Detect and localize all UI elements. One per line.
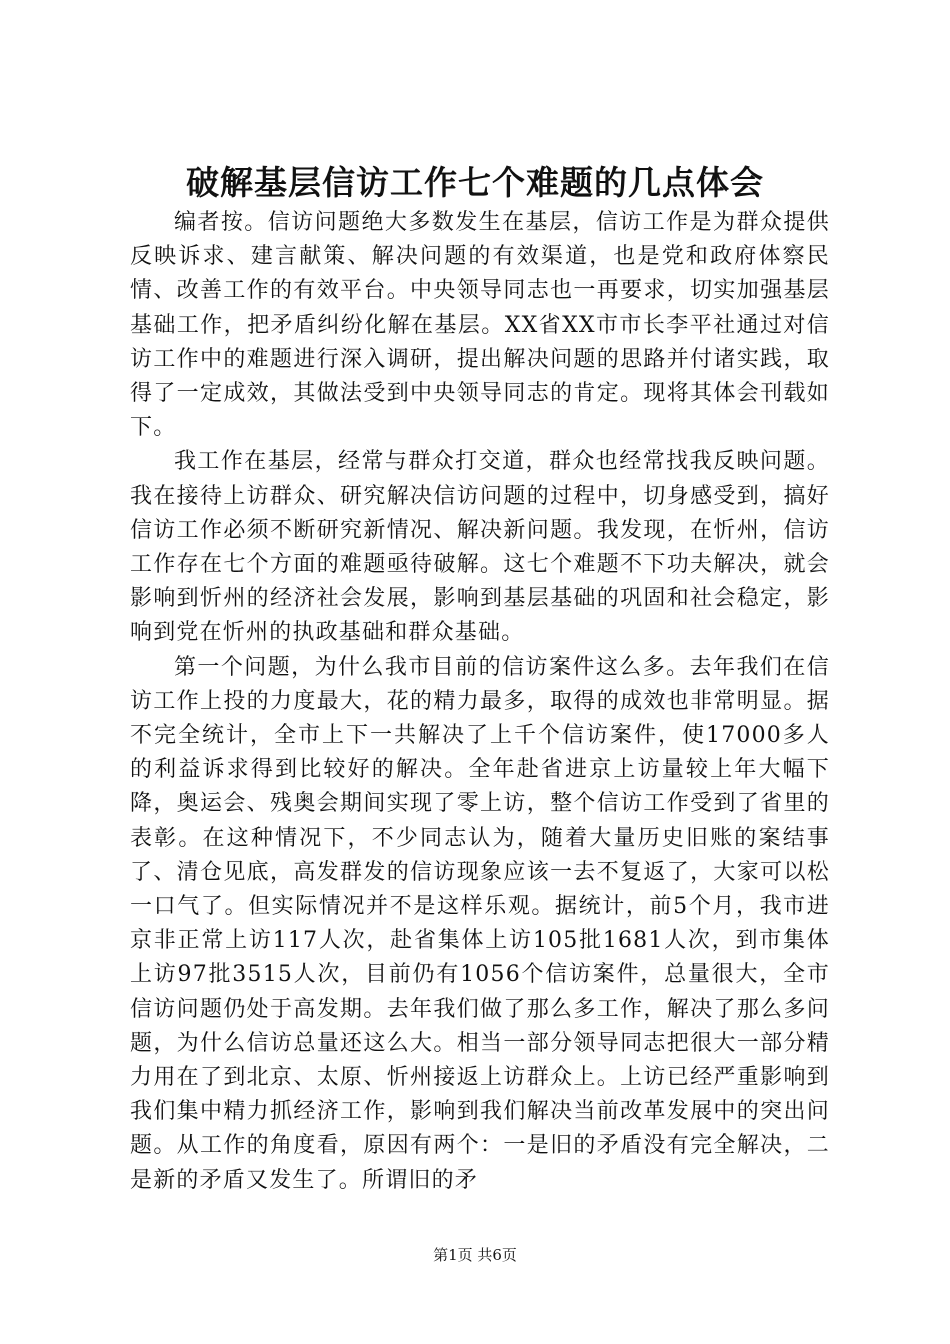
document-body xyxy=(130,206,830,1198)
page-footer: 第1页 共6页 xyxy=(433,1246,517,1264)
paragraph-intro: 我工作在基层，经常与群众打交道，群众也经常找我反映问题。我在接待上访群众、研究解决信访问题的过程中，切身感受到，搞好信访工作必须不断研究新情况、解决新问题。我发现，在忻州，信访工作存在七个方面的难题亟待破解。这七个难题不下功夫解决，就会影响到忻州的经济社会发展，影响到基层基础的巩固和社会稳定，影响到党在忻州的执政基础和群众基础。 xyxy=(130,449,830,646)
document-title: 破解基层信访工作七个难题的几点体会 xyxy=(186,163,764,202)
paragraph-editor-note: 编者按。信访问题绝大多数发生在基层，信访工作是为群众提供反映诉求、建言献策、解决问题的有效渠道，也是党和政府体察民情、改善工作的有效平台。中央领导同志也一再要求，切实加强基层基础工作，把矛盾纠纷化解在基层。XX省XX市市长李平社通过对信访工作中的难题进行深入调研，提出解决问题的思路并付诸实践，取得了一定成效，其做法受到中央领导同志的肯定。现将其体会刊载如下。 xyxy=(130,210,830,441)
paragraph-first-problem: 第一个问题，为什么我市目前的信访案件这么多。去年我们在信访工作上投的力度最大，花的精力最多，取得的成效也非常明显。据不完全统计，全市上下一共解决了上千个信访案件，使17000多人的利益诉求得到比较好的解决。全年赴省进京上访量较上年大幅下降，奥运会、残奥会期间实现了零上访，整个信访工作受到了省里的表彰。在这种情况下，不少同志认为，随着大量历史旧账的案结事了、清仓见底，高发群发的信访现象应该一去不复返了，大家可以松一口气了。但实际情况并不是这样乐观。据统计，前5个月，我市进京非正常上访117人次，赴省集体上访105批1681人次，到市集体上访97批3515人次，目前仍有1056个信访案件，总量很大，全市信访问题仍处于高发期。去年我们做了那么多工作，解决了那么多问题，为什么信访总量还这么大。相当一部分领导同志把很大一部分精力用在了到北京、太原、忻州接返上访群众上。上访已经严重影响到我们集中精力抓经济工作，影响到我们解决当前改革发展中的突出问题。从工作的角度看，原因有两个：一是旧的矛盾没有完全解决，二是新的矛盾又发生了。所谓旧的矛 xyxy=(130,654,830,1193)
